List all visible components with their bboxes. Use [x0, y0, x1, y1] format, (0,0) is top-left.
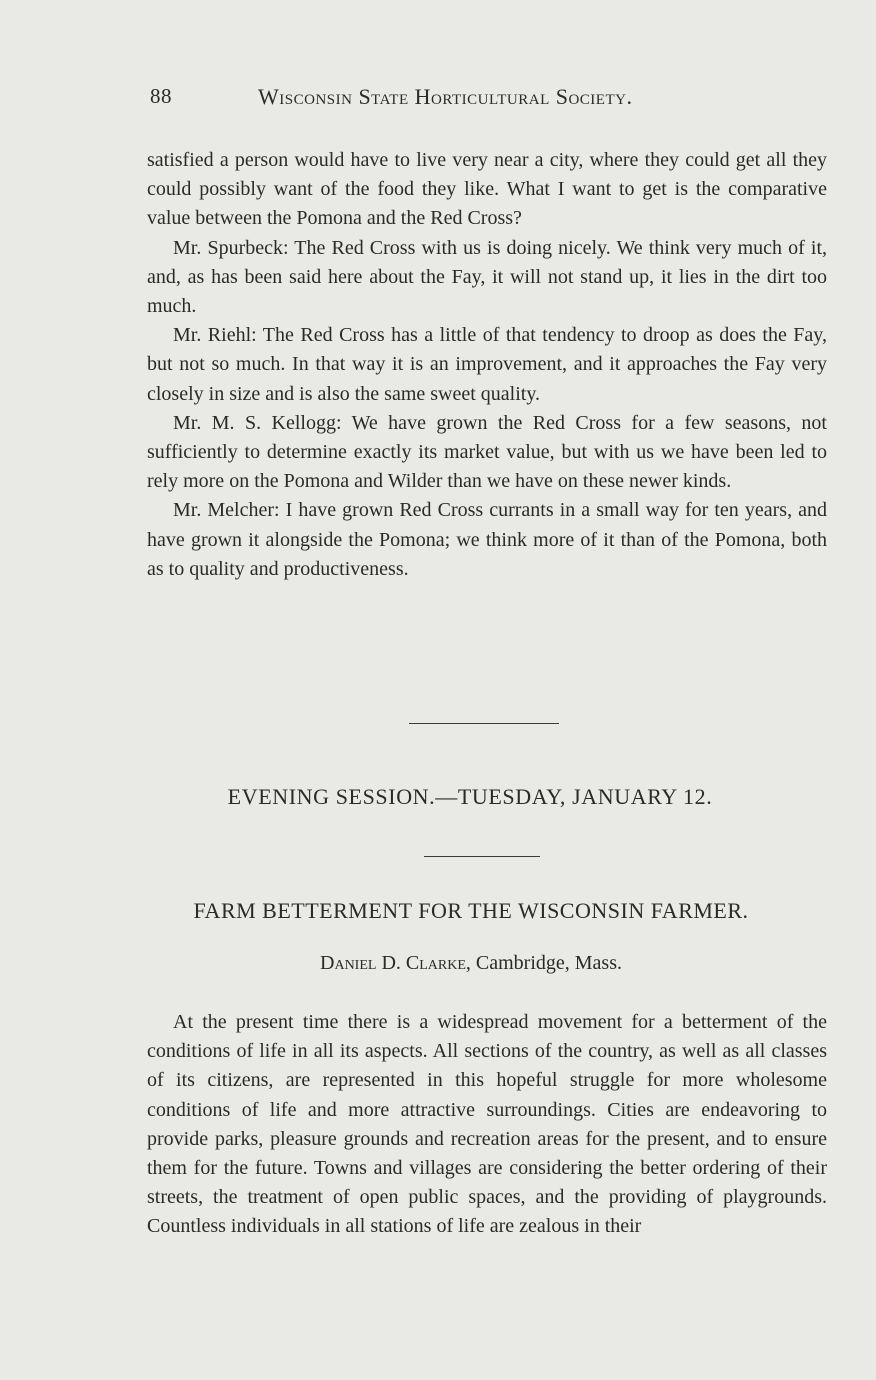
page-number: 88	[150, 84, 172, 108]
discussion-paragraph: satisfied a person would have to live very near a city, where they could get all they could possibly want of the food they like. What I want to get is the comparative value between the Pomona and the Red Cross?	[147, 149, 827, 230]
running-head	[150, 84, 826, 114]
author-location: Cambridge, Mass.	[470, 952, 622, 974]
discussion-paragraph: Mr. Melcher: I have grown Red Cross currants in a small way for ten years, and have grown it alongside the Pomona; we think more of it than of the Pomona, both as to quality and productiveness.	[147, 499, 827, 580]
session-heading: EVENING SESSION.—TUESDAY, JANUARY 12.	[227, 784, 713, 809]
article-byline	[0, 952, 876, 975]
article-paragraph: At the present time there is a widespread movement for a betterment of the conditions of life in all its aspects. All sections of the country, as well as all classes of its citizens, are represented in this hopeful struggle for more wholesome conditions of life and more attractive surroundings. Cities are endeavoring to provide parks, pleasure grounds and recreation areas for the present, and to ensure them for the future. Towns and villages are considering the better ordering of their streets, the treatment of open public spaces, and the providing of playgrounds. Countless individuals in all stations of life are zealous in their	[147, 1011, 827, 1238]
heading-divider-rule	[424, 856, 540, 857]
discussion-text	[147, 146, 827, 584]
discussion-paragraph: Mr. Riehl: The Red Cross has a little of that tendency to droop as does the Fay, but not so much. In that way it is an improvement, and it approaches the Fay very closely in size and is also the same sweet quality.	[147, 324, 827, 405]
discussion-paragraph: Mr. M. S. Kellogg: We have grown the Red Cross for a few seasons, not sufficiently to determine exactly its market value, but with us we have been led to rely more on the Pomona and Wilder than we have on these newer kinds.	[147, 411, 827, 493]
journal-title: Wisconsin State Horticultural Society.	[258, 84, 633, 109]
author-name: Daniel D. Clarke,	[320, 952, 471, 974]
article-body	[147, 1008, 827, 1242]
article-title: FARM BETTERMENT FOR THE WISCONSIN FARMER.	[193, 898, 749, 923]
section-divider-rule	[409, 723, 559, 724]
discussion-paragraph: Mr. Spurbeck: The Red Cross with us is doing nicely. We think very much of it, and, as has been said here about the Fay, it will not stand up, it lies in the dirt too much.	[147, 236, 827, 318]
